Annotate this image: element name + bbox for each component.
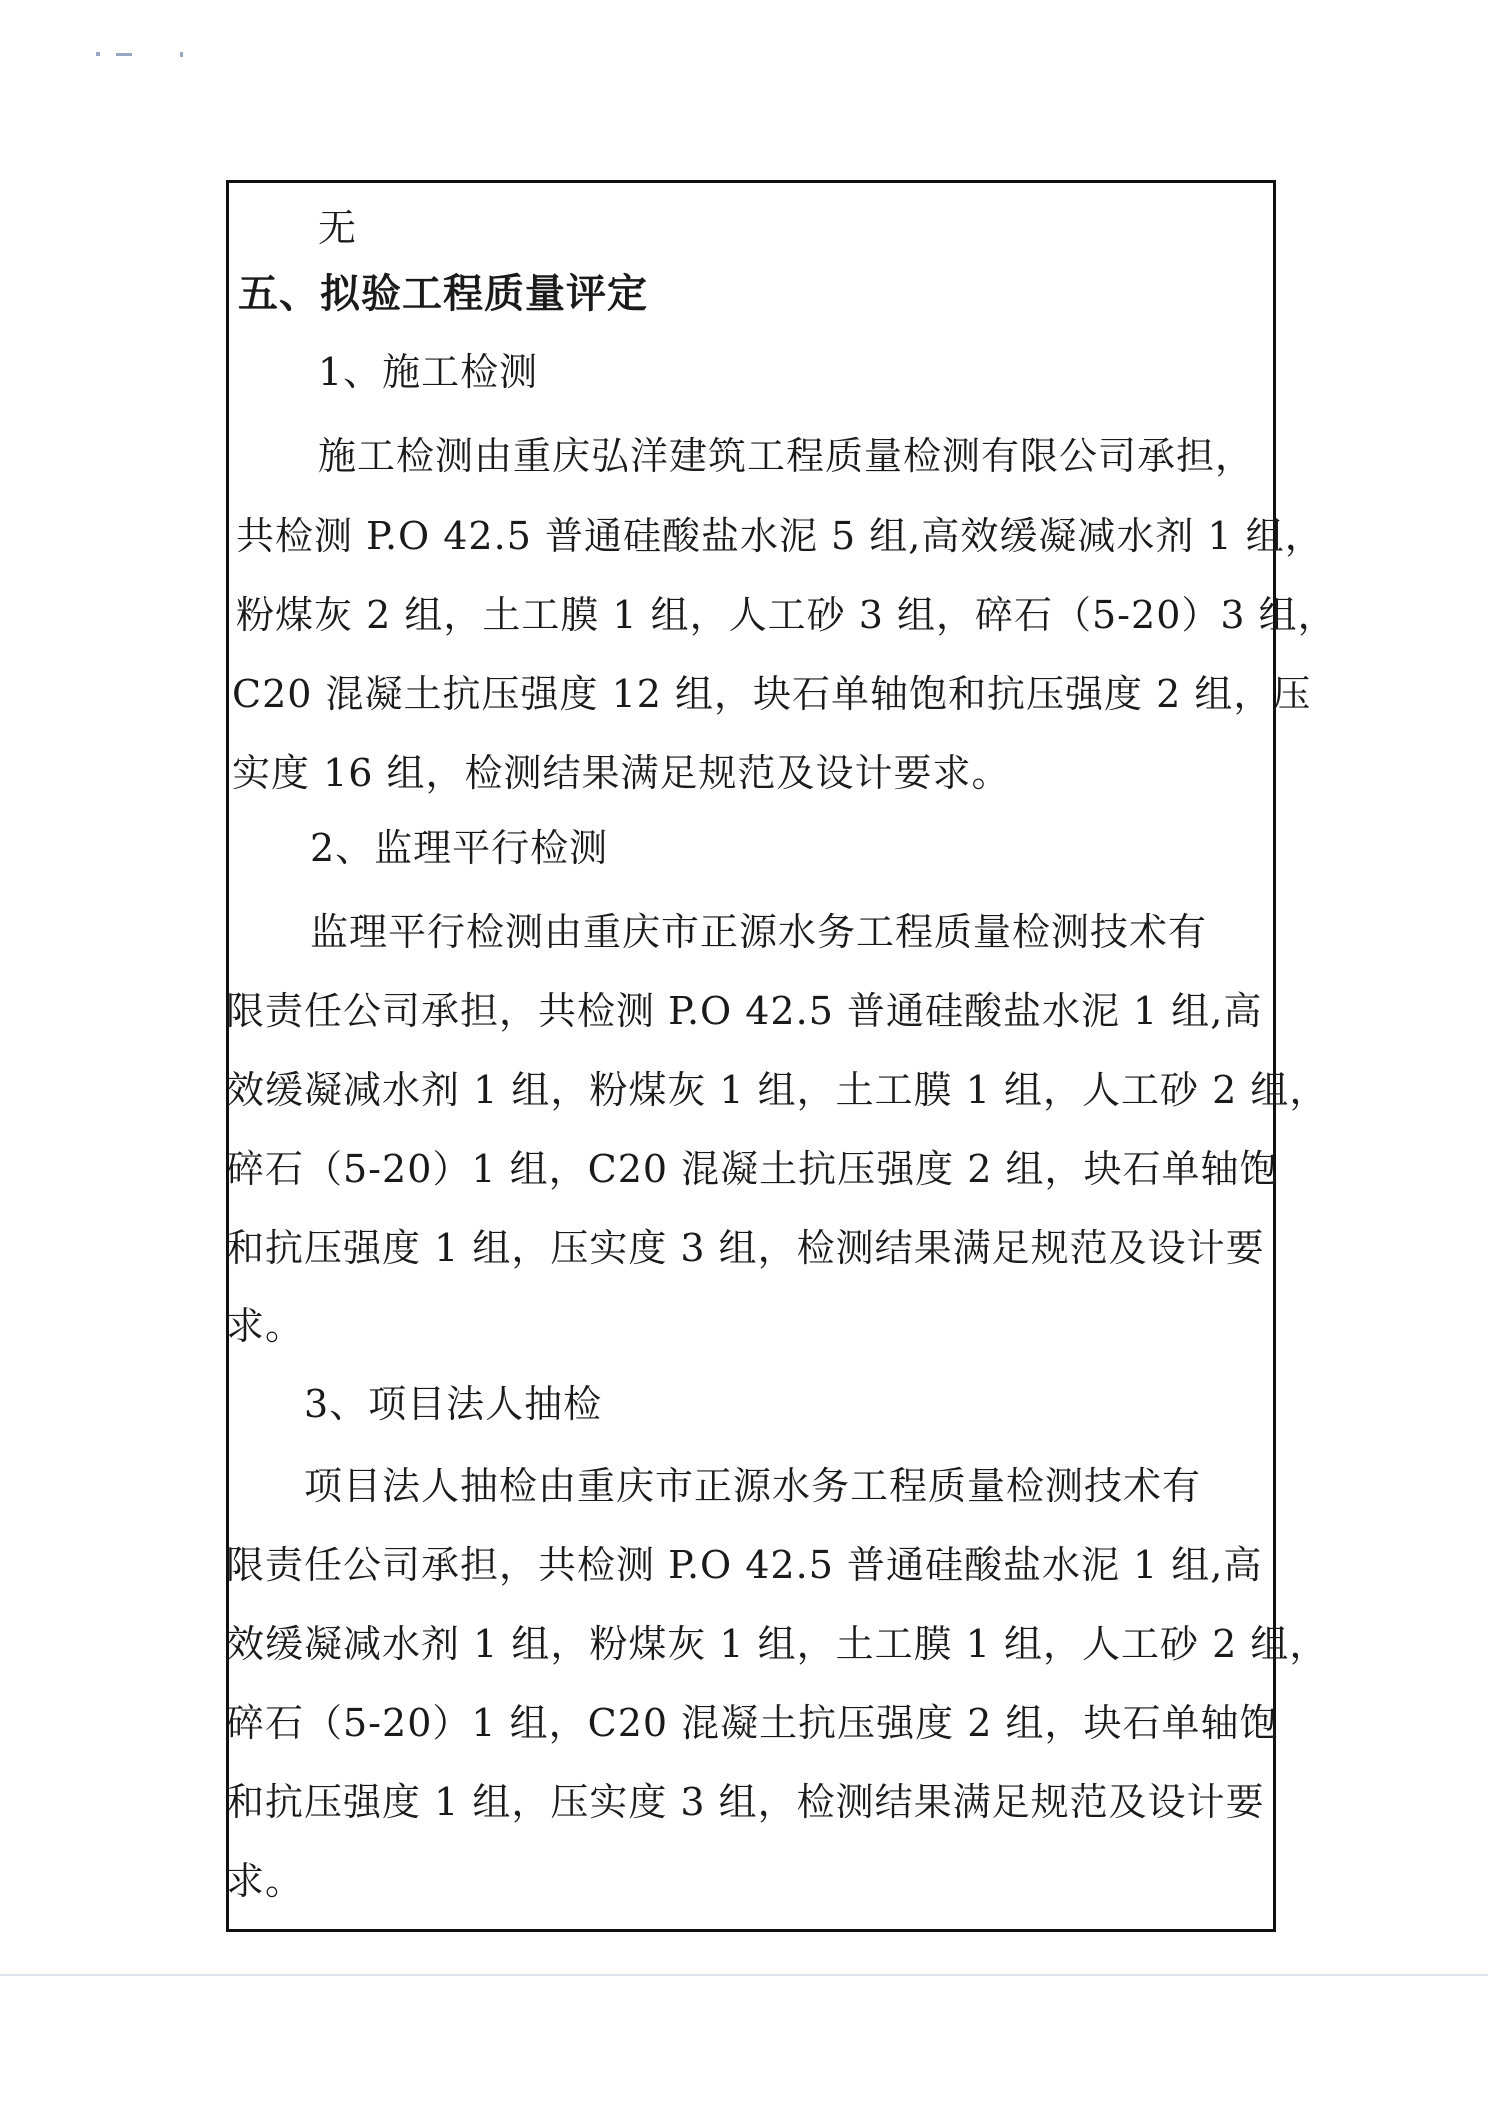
body-text-line: 求。 [226,1304,305,1348]
body-text-line: 实度 16 组，检测结果满足规范及设计要求。 [232,751,1011,795]
body-text-line: 粉煤灰 2 组，土工膜 1 组，人工砂 3 组，碎石（5-20）3 组， [236,593,1337,637]
body-text-line: 项目法人抽检由重庆市正源水务工程质量检测技术有 [304,1464,1202,1508]
body-text-line: 碎石（5-20）1 组，C20 混凝土抗压强度 2 组，块石单轴饱 [226,1701,1279,1745]
body-text-line: 共检测 P.O 42.5 普通硅酸盐水泥 5 组,高效缓凝减水剂 1 组， [236,514,1324,558]
section-heading: 五、拟验工程质量评定 [238,270,648,317]
body-text-line: 碎石（5-20）1 组，C20 混凝土抗压强度 2 组，块石单轴饱 [226,1147,1279,1191]
body-text-line: 和抗压强度 1 组，压实度 3 组，检测结果满足规范及设计要 [226,1780,1265,1824]
body-text-line: 和抗压强度 1 组，压实度 3 组，检测结果满足规范及设计要 [226,1226,1265,1270]
body-text-line: 2、监理平行检测 [310,826,609,870]
scan-artifact [180,52,183,57]
body-text-line: 施工检测由重庆弘洋建筑工程质量检测有限公司承担， [318,434,1255,478]
body-text-line: 效缓凝减水剂 1 组，粉煤灰 1 组，土工膜 1 组，人工砂 2 组， [226,1622,1329,1666]
body-text-line: 3、项目法人抽检 [304,1382,603,1426]
body-text-line: 限责任公司承担，共检测 P.O 42.5 普通硅酸盐水泥 1 组,高 [226,989,1263,1033]
scan-edge-line [0,1974,1488,1976]
body-text-line: 求。 [226,1859,305,1903]
body-text-line: 监理平行检测由重庆市正源水务工程质量检测技术有 [310,910,1208,954]
body-text-line: 1、施工检测 [318,350,539,394]
body-text-line: C20 混凝土抗压强度 12 组，块石单轴饱和抗压强度 2 组，压 [232,672,1312,716]
body-text-line: 限责任公司承担，共检测 P.O 42.5 普通硅酸盐水泥 1 组,高 [226,1543,1263,1587]
scan-artifact [116,53,132,56]
scan-artifact [96,52,100,56]
body-text-line: 效缓凝减水剂 1 组，粉煤灰 1 组，土工膜 1 组，人工砂 2 组， [226,1068,1329,1112]
body-text-line: 无 [318,206,358,250]
